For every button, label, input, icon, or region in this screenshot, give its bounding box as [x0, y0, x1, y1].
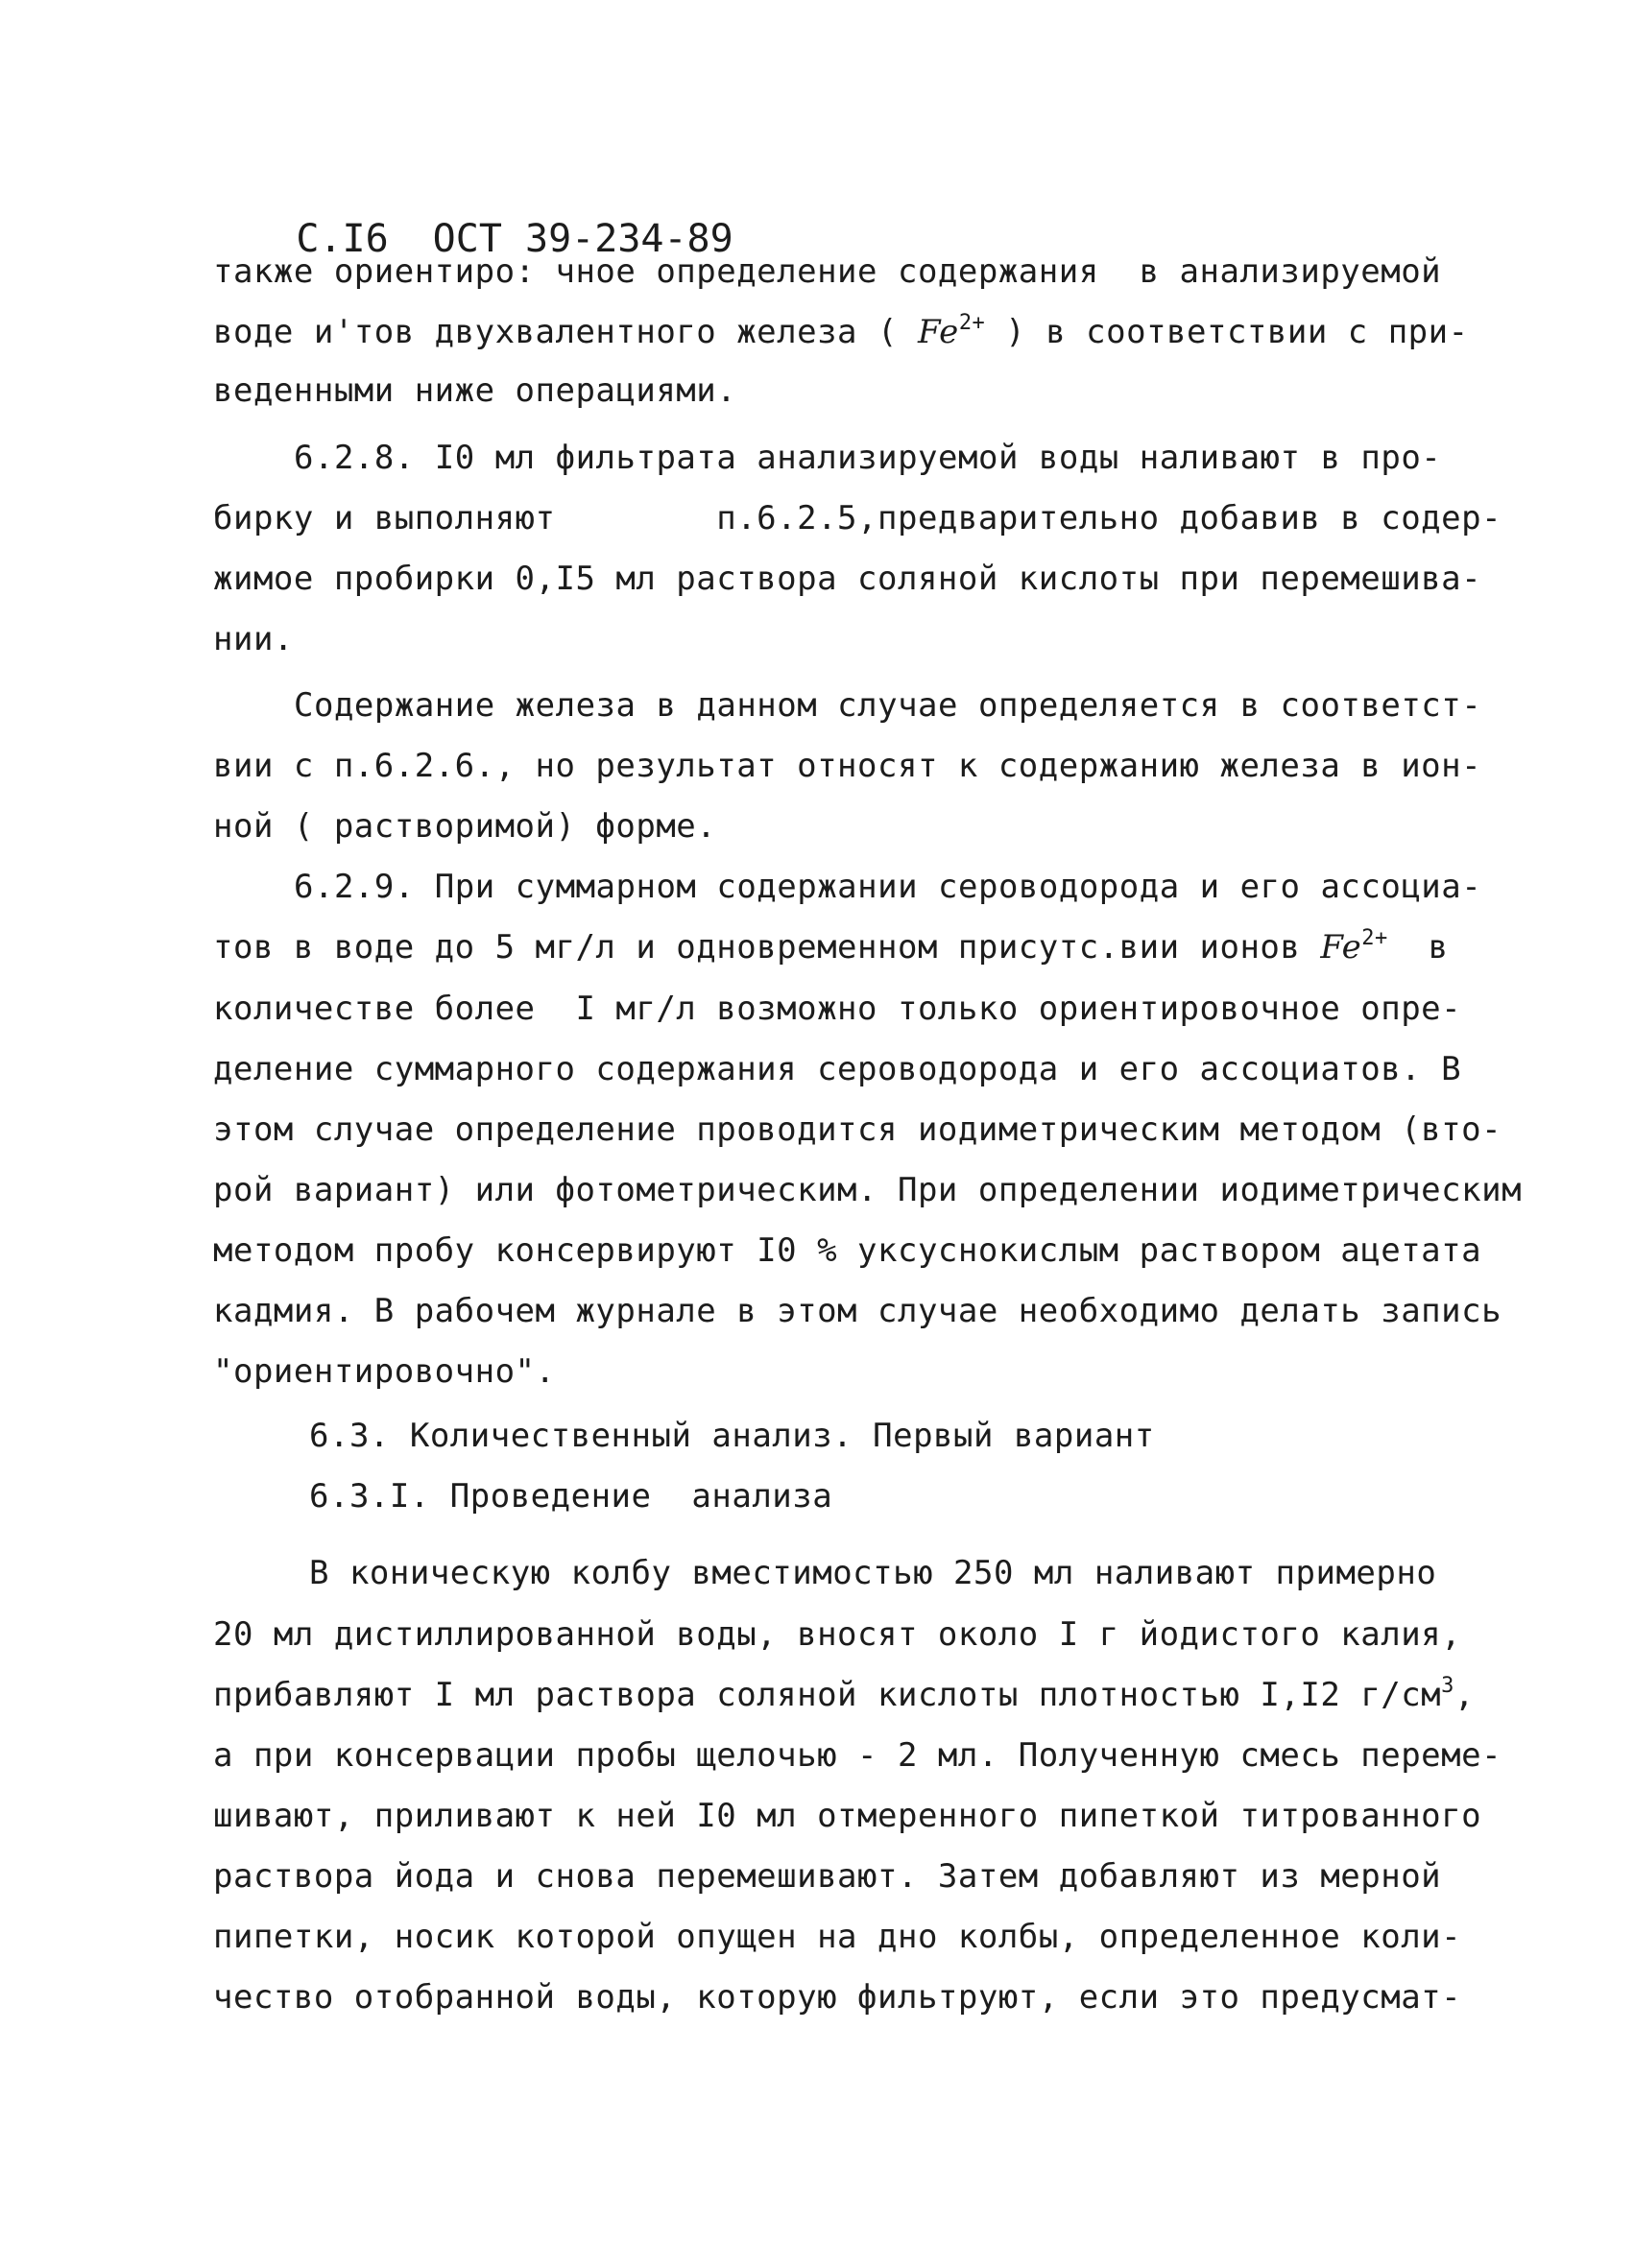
text-line: веденными ниже операциями.	[213, 371, 737, 410]
text-line: а при консервации пробы щелочью - 2 мл. Полученную смесь переме-	[213, 1736, 1502, 1775]
text-segment: воде и'тов двухвалентного железа (	[213, 313, 918, 351]
text-segment: ) в соответствии с при-	[985, 313, 1469, 351]
text-line: методом пробу консервируют I0 % уксуснокислым раствором ацетата	[213, 1231, 1482, 1270]
text-line: 20 мл дистиллированной воды, вносят около I г йодистого калия,	[213, 1615, 1462, 1654]
text-line: кадмия. В рабочем журнале в этом случае необходимо делать запись	[213, 1292, 1502, 1330]
paragraph-6-2-8: 6.2.8. I0 мл фильтрата анализируемой воды наливают в про-	[294, 439, 1442, 477]
text-line: нии.	[213, 620, 294, 658]
unit-exponent: 3	[1441, 1674, 1454, 1698]
text-line: количестве более I мг/л возможно только ориентировочное опре-	[213, 990, 1462, 1028]
section-heading-6-3: 6.3. Количественный анализ. Первый вариант	[309, 1417, 1155, 1455]
text-line	[213, 927, 1449, 967]
ion-charge: 2+	[1361, 926, 1388, 950]
text-line: Содержание железа в данном случае определяется в соответст-	[294, 686, 1482, 725]
text-line	[213, 1675, 1475, 1715]
text-line: ной ( растворимой) форме.	[213, 807, 717, 846]
text-line: также ориентиро: чное определение содержания в анализируемой	[213, 252, 1442, 291]
iron-ion-formula: Fe	[917, 313, 959, 351]
text-line: "ориентировочно".	[213, 1352, 556, 1391]
text-line	[213, 312, 1469, 352]
text-line: этом случае определение проводится иодиметрическим методом (вто-	[213, 1110, 1502, 1149]
text-line: пипетки, носик которой опущен на дно колбы, определенное коли-	[213, 1918, 1462, 1956]
text-line: раствора йода и снова перемешивают. Затем добавляют из мерной	[213, 1857, 1442, 1896]
page-number: С.I6	[296, 217, 389, 261]
text-line: В коническую колбу вместимостью 250 мл наливают примерно	[309, 1554, 1437, 1592]
text-segment: ,	[1454, 1676, 1475, 1714]
text-line: бирку и выполняют п.6.2.5,предварительно добавив в содер-	[213, 499, 1502, 537]
text-line: чество отобранной воды, которую фильтруют, если это предусмат-	[213, 1978, 1462, 2017]
text-segment: в	[1387, 928, 1449, 967]
text-line: деление суммарного содержания сероводорода и его ассоциатов. В	[213, 1050, 1462, 1088]
paragraph-6-2-9: 6.2.9. При суммарном содержании сероводорода и его ассоциа-	[294, 868, 1482, 906]
document-code: ОСТ 39-234-89	[432, 217, 733, 261]
text-line: жимое пробирки 0,I5 мл раствора соляной кислоты при перемешива-	[213, 560, 1482, 598]
text-line: шивают, приливают к ней I0 мл отмеренного пипеткой титрованного	[213, 1797, 1482, 1835]
ion-charge: 2+	[958, 311, 986, 335]
text-line: рой вариант) или фотометрическим. При определении иодиметрическим	[213, 1171, 1523, 1209]
iron-ion-formula: Fe	[1320, 928, 1362, 967]
text-line: вии с п.6.2.6., но результат относят к содержанию железа в ион-	[213, 747, 1482, 785]
section-heading-6-3-1: 6.3.I. Проведение анализа	[309, 1477, 833, 1516]
text-segment: прибавляют I мл раствора соляной кислоты плотностью I,I2 г/см	[213, 1676, 1442, 1714]
text-segment: тов в воде до 5 мг/л и одновременном присутс.вии ионов	[213, 928, 1321, 967]
